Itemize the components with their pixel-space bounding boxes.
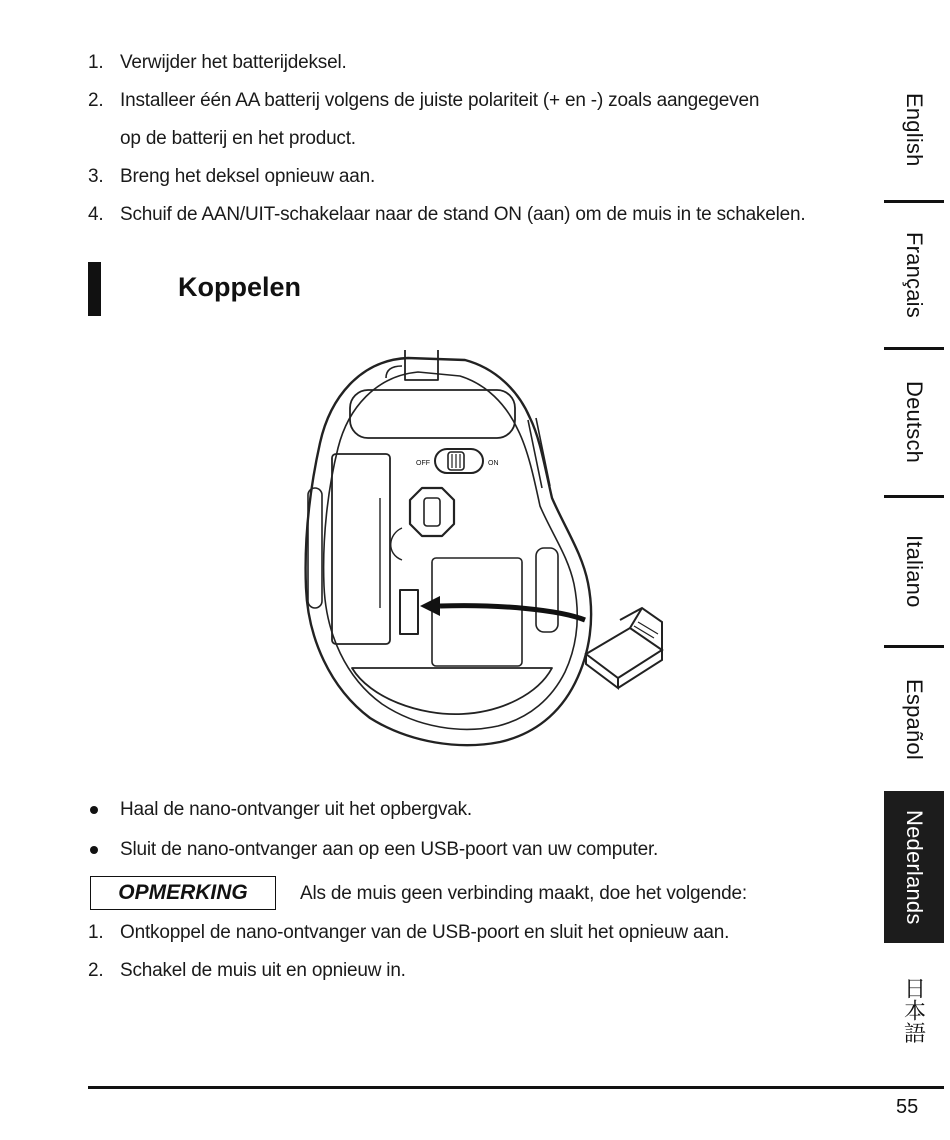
note-step-1 (88, 914, 878, 952)
tab-label: Nederlands (902, 809, 927, 925)
install-steps-list (88, 44, 878, 234)
install-step-1 (88, 44, 878, 82)
insert-arrow-icon (420, 596, 585, 620)
mouse-underside-icon (306, 358, 591, 745)
footer-rule (88, 1086, 944, 1089)
nano-receiver-icon (586, 608, 662, 688)
step-text: Schuif de AAN/UIT-schakelaar naar de stand ON (aan) om de muis in te schakelen. (120, 204, 806, 225)
pairing-bullets (88, 790, 878, 870)
tab-label: English (902, 93, 927, 167)
install-step-2 (88, 82, 878, 158)
switch-on-label: ON (488, 460, 499, 467)
step-number: 3. (88, 166, 104, 187)
pairing-illustration (290, 338, 690, 758)
tab-label: 日本語 (901, 976, 927, 1044)
install-step-3 (88, 158, 878, 196)
note (90, 876, 880, 912)
tab-espanol[interactable] (884, 648, 944, 791)
tab-francais[interactable] (884, 203, 944, 347)
step-number: 1. (88, 922, 104, 943)
tab-nederlands[interactable] (884, 791, 944, 943)
step-text: Ontkoppel de nano-ontvanger van de USB-poort en sluit het opnieuw aan. (120, 922, 730, 943)
bullet-dot (90, 806, 98, 814)
bullet-item (88, 790, 878, 830)
section-title: Koppelen (178, 272, 302, 302)
step-number: 2. (88, 960, 104, 981)
tab-label: Deutsch (902, 381, 927, 464)
tab-label: Français (902, 232, 927, 318)
bullet-text: Sluit de nano-ontvanger aan op een USB-poort van uw computer. (120, 839, 659, 860)
step-text: Verwijder het batterijdeksel. (120, 52, 347, 73)
step-text: Breng het deksel opnieuw aan. (120, 166, 376, 187)
tab-deutsch[interactable] (884, 350, 944, 495)
tab-label: Español (902, 679, 927, 760)
step-number: 2. (88, 90, 104, 111)
note-text: Als de muis geen verbinding maakt, doe het volgende: (300, 883, 747, 904)
tab-italiano[interactable] (884, 498, 944, 645)
section-marker-bar (88, 262, 101, 316)
step-number: 1. (88, 52, 104, 73)
step-number: 4. (88, 204, 104, 225)
step-text: Installeer één AA batterij volgens de juiste polariteit (+ en -) zoals aangegeven (120, 90, 760, 111)
bullet-dot (90, 846, 98, 854)
step-text: Schakel de muis uit en opnieuw in. (120, 960, 406, 981)
tab-english[interactable] (884, 60, 944, 200)
step-text-continued: op de batterij en het product. (120, 128, 356, 149)
note-steps-list (88, 914, 878, 990)
note-step-2 (88, 952, 878, 990)
install-step-4 (88, 196, 878, 234)
tab-japanese[interactable] (884, 970, 944, 1050)
bullet-text: Haal de nano-ontvanger uit het opbergvak. (120, 799, 472, 820)
note-label: OPMERKING (90, 876, 276, 910)
page-number: 55 (896, 1096, 919, 1118)
switch-off-label: OFF (416, 460, 430, 467)
bullet-item (88, 830, 878, 870)
tab-label: Italiano (902, 535, 927, 608)
